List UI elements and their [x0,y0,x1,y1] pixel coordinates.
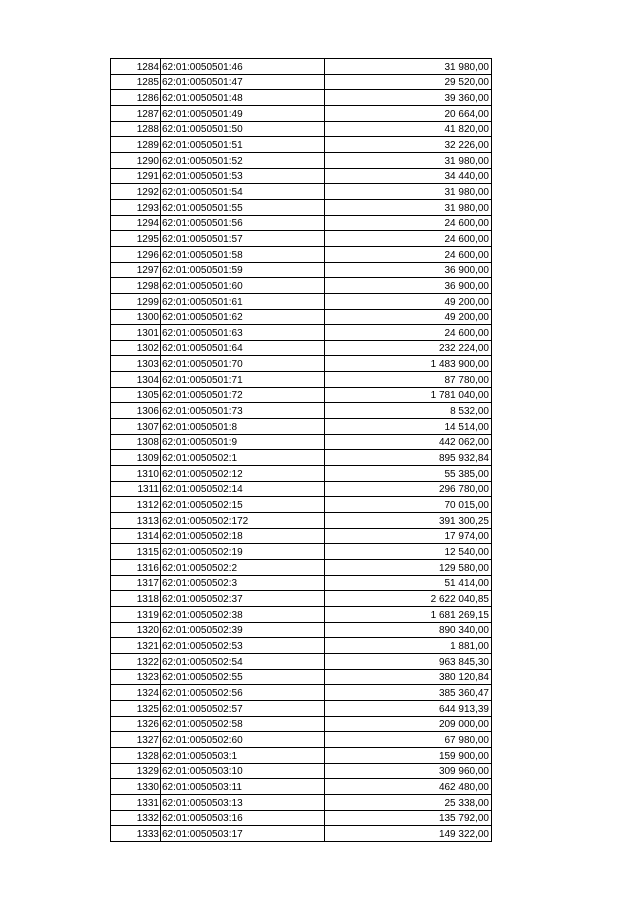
cadastral-number: 62:01:0050501:63 [161,325,325,341]
row-number: 1320 [111,622,161,638]
table-row [111,685,492,701]
cadastral-value: 232 224,00 [325,340,492,356]
table-row [111,810,492,826]
cadastral-value: 41 820,00 [325,121,492,137]
row-number: 1323 [111,669,161,685]
table-row [111,638,492,654]
row-number: 1285 [111,74,161,90]
row-number: 1325 [111,700,161,716]
parcel-value-table [110,58,492,842]
row-number: 1313 [111,513,161,529]
cadastral-number: 62:01:0050501:60 [161,278,325,294]
cadastral-value: 149 322,00 [325,826,492,842]
row-number: 1328 [111,747,161,763]
table-row [111,669,492,685]
table-row [111,325,492,341]
table-row [111,293,492,309]
row-number: 1321 [111,638,161,654]
cadastral-value: 391 300,25 [325,513,492,529]
cadastral-number: 62:01:0050502:56 [161,685,325,701]
row-number: 1318 [111,591,161,607]
table-row [111,528,492,544]
row-number: 1284 [111,59,161,75]
table-row [111,105,492,121]
row-number: 1319 [111,606,161,622]
row-number: 1298 [111,278,161,294]
parcel-table-body [111,59,492,842]
cadastral-number: 62:01:0050501:58 [161,246,325,262]
table-row [111,653,492,669]
table-row [111,560,492,576]
cadastral-number: 62:01:0050502:3 [161,575,325,591]
cadastral-value: 209 000,00 [325,716,492,732]
row-number: 1288 [111,121,161,137]
row-number: 1330 [111,779,161,795]
row-number: 1303 [111,356,161,372]
cadastral-number: 62:01:0050501:46 [161,59,325,75]
cadastral-value: 135 792,00 [325,810,492,826]
row-number: 1315 [111,544,161,560]
row-number: 1287 [111,105,161,121]
row-number: 1304 [111,372,161,388]
cadastral-value: 17 974,00 [325,528,492,544]
row-number: 1300 [111,309,161,325]
row-number: 1286 [111,90,161,106]
row-number: 1326 [111,716,161,732]
cadastral-value: 55 385,00 [325,466,492,482]
cadastral-number: 62:01:0050502:39 [161,622,325,638]
cadastral-value: 49 200,00 [325,309,492,325]
table-row [111,74,492,90]
row-number: 1295 [111,231,161,247]
cadastral-value: 462 480,00 [325,779,492,795]
cadastral-value: 14 514,00 [325,419,492,435]
table-row [111,231,492,247]
row-number: 1324 [111,685,161,701]
cadastral-number: 62:01:0050501:56 [161,215,325,231]
cadastral-value: 129 580,00 [325,560,492,576]
row-number: 1299 [111,293,161,309]
cadastral-number: 62:01:0050502:12 [161,466,325,482]
cadastral-number: 62:01:0050502:15 [161,497,325,513]
row-number: 1306 [111,403,161,419]
table-row [111,152,492,168]
row-number: 1297 [111,262,161,278]
cadastral-value: 36 900,00 [325,278,492,294]
cadastral-number: 62:01:0050502:18 [161,528,325,544]
cadastral-value: 49 200,00 [325,293,492,309]
cadastral-value: 87 780,00 [325,372,492,388]
table-row [111,278,492,294]
table-row [111,466,492,482]
cadastral-number: 62:01:0050501:9 [161,434,325,450]
cadastral-value: 1 781 040,00 [325,387,492,403]
table-row [111,340,492,356]
row-number: 1293 [111,199,161,215]
cadastral-number: 62:01:0050501:53 [161,168,325,184]
table-row [111,403,492,419]
cadastral-number: 62:01:0050501:70 [161,356,325,372]
table-row [111,700,492,716]
cadastral-number: 62:01:0050501:72 [161,387,325,403]
cadastral-number: 62:01:0050502:58 [161,716,325,732]
row-number: 1308 [111,434,161,450]
table-row [111,497,492,513]
cadastral-number: 62:01:0050502:1 [161,450,325,466]
table-row [111,826,492,842]
cadastral-number: 62:01:0050503:16 [161,810,325,826]
cadastral-value: 24 600,00 [325,215,492,231]
cadastral-number: 62:01:0050501:47 [161,74,325,90]
table-row [111,591,492,607]
row-number: 1291 [111,168,161,184]
cadastral-number: 62:01:0050502:2 [161,560,325,576]
cadastral-number: 62:01:0050501:55 [161,199,325,215]
row-number: 1305 [111,387,161,403]
cadastral-number: 62:01:0050501:50 [161,121,325,137]
table-row [111,262,492,278]
cadastral-value: 24 600,00 [325,246,492,262]
cadastral-value: 644 913,39 [325,700,492,716]
table-row [111,716,492,732]
cadastral-value: 67 980,00 [325,732,492,748]
table-row [111,747,492,763]
row-number: 1331 [111,794,161,810]
table-row [111,59,492,75]
row-number: 1311 [111,481,161,497]
cadastral-number: 62:01:0050501:57 [161,231,325,247]
cadastral-number: 62:01:0050503:1 [161,747,325,763]
table-row [111,215,492,231]
cadastral-number: 62:01:0050502:53 [161,638,325,654]
cadastral-number: 62:01:0050501:51 [161,137,325,153]
cadastral-value: 380 120,84 [325,669,492,685]
cadastral-number: 62:01:0050502:38 [161,606,325,622]
cadastral-number: 62:01:0050501:52 [161,152,325,168]
table-row [111,356,492,372]
cadastral-value: 1 483 900,00 [325,356,492,372]
row-number: 1310 [111,466,161,482]
row-number: 1296 [111,246,161,262]
cadastral-number: 62:01:0050502:55 [161,669,325,685]
cadastral-value: 51 414,00 [325,575,492,591]
table-row [111,90,492,106]
table-row [111,763,492,779]
cadastral-value: 25 338,00 [325,794,492,810]
table-row [111,779,492,795]
row-number: 1309 [111,450,161,466]
row-number: 1333 [111,826,161,842]
table-row [111,372,492,388]
cadastral-value: 20 664,00 [325,105,492,121]
table-row [111,419,492,435]
cadastral-value: 2 622 040,85 [325,591,492,607]
cadastral-number: 62:01:0050503:13 [161,794,325,810]
row-number: 1302 [111,340,161,356]
cadastral-number: 62:01:0050502:19 [161,544,325,560]
cadastral-number: 62:01:0050502:172 [161,513,325,529]
cadastral-value: 296 780,00 [325,481,492,497]
row-number: 1289 [111,137,161,153]
cadastral-number: 62:01:0050501:54 [161,184,325,200]
cadastral-number: 62:01:0050502:37 [161,591,325,607]
table-row [111,450,492,466]
table-row [111,309,492,325]
row-number: 1316 [111,560,161,576]
table-row [111,184,492,200]
row-number: 1322 [111,653,161,669]
cadastral-value: 159 900,00 [325,747,492,763]
cadastral-number: 62:01:0050502:14 [161,481,325,497]
row-number: 1312 [111,497,161,513]
cadastral-value: 385 360,47 [325,685,492,701]
table-row [111,732,492,748]
cadastral-number: 62:01:0050501:73 [161,403,325,419]
table-row [111,481,492,497]
table-row [111,199,492,215]
row-number: 1332 [111,810,161,826]
row-number: 1292 [111,184,161,200]
cadastral-number: 62:01:0050501:59 [161,262,325,278]
cadastral-value: 34 440,00 [325,168,492,184]
cadastral-number: 62:01:0050501:48 [161,90,325,106]
cadastral-value: 31 980,00 [325,199,492,215]
cadastral-value: 895 932,84 [325,450,492,466]
table-row [111,168,492,184]
cadastral-value: 442 062,00 [325,434,492,450]
cadastral-value: 32 226,00 [325,137,492,153]
cadastral-value: 309 960,00 [325,763,492,779]
cadastral-value: 1 681 269,15 [325,606,492,622]
cadastral-value: 12 540,00 [325,544,492,560]
row-number: 1307 [111,419,161,435]
cadastral-number: 62:01:0050502:54 [161,653,325,669]
cadastral-number: 62:01:0050501:62 [161,309,325,325]
cadastral-number: 62:01:0050503:17 [161,826,325,842]
table-row [111,121,492,137]
cadastral-value: 24 600,00 [325,325,492,341]
cadastral-value: 36 900,00 [325,262,492,278]
cadastral-value: 39 360,00 [325,90,492,106]
row-number: 1314 [111,528,161,544]
row-number: 1290 [111,152,161,168]
cadastral-number: 62:01:0050502:57 [161,700,325,716]
cadastral-value: 890 340,00 [325,622,492,638]
cadastral-value: 70 015,00 [325,497,492,513]
table-row [111,434,492,450]
cadastral-number: 62:01:0050501:71 [161,372,325,388]
row-number: 1329 [111,763,161,779]
table-row [111,544,492,560]
cadastral-value: 24 600,00 [325,231,492,247]
table-row [111,137,492,153]
table-row [111,606,492,622]
table-row [111,387,492,403]
cadastral-value: 31 980,00 [325,152,492,168]
row-number: 1301 [111,325,161,341]
cadastral-number: 62:01:0050501:8 [161,419,325,435]
cadastral-value: 31 980,00 [325,184,492,200]
cadastral-value: 29 520,00 [325,74,492,90]
table-row [111,575,492,591]
cadastral-value: 31 980,00 [325,59,492,75]
table-row [111,794,492,810]
table-row [111,513,492,529]
cadastral-number: 62:01:0050502:60 [161,732,325,748]
cadastral-value: 963 845,30 [325,653,492,669]
row-number: 1317 [111,575,161,591]
cadastral-number: 62:01:0050503:11 [161,779,325,795]
table-row [111,246,492,262]
cadastral-number: 62:01:0050503:10 [161,763,325,779]
cadastral-number: 62:01:0050501:61 [161,293,325,309]
cadastral-number: 62:01:0050501:64 [161,340,325,356]
cadastral-number: 62:01:0050501:49 [161,105,325,121]
row-number: 1294 [111,215,161,231]
row-number: 1327 [111,732,161,748]
cadastral-value: 8 532,00 [325,403,492,419]
table-row [111,622,492,638]
cadastral-value: 1 881,00 [325,638,492,654]
